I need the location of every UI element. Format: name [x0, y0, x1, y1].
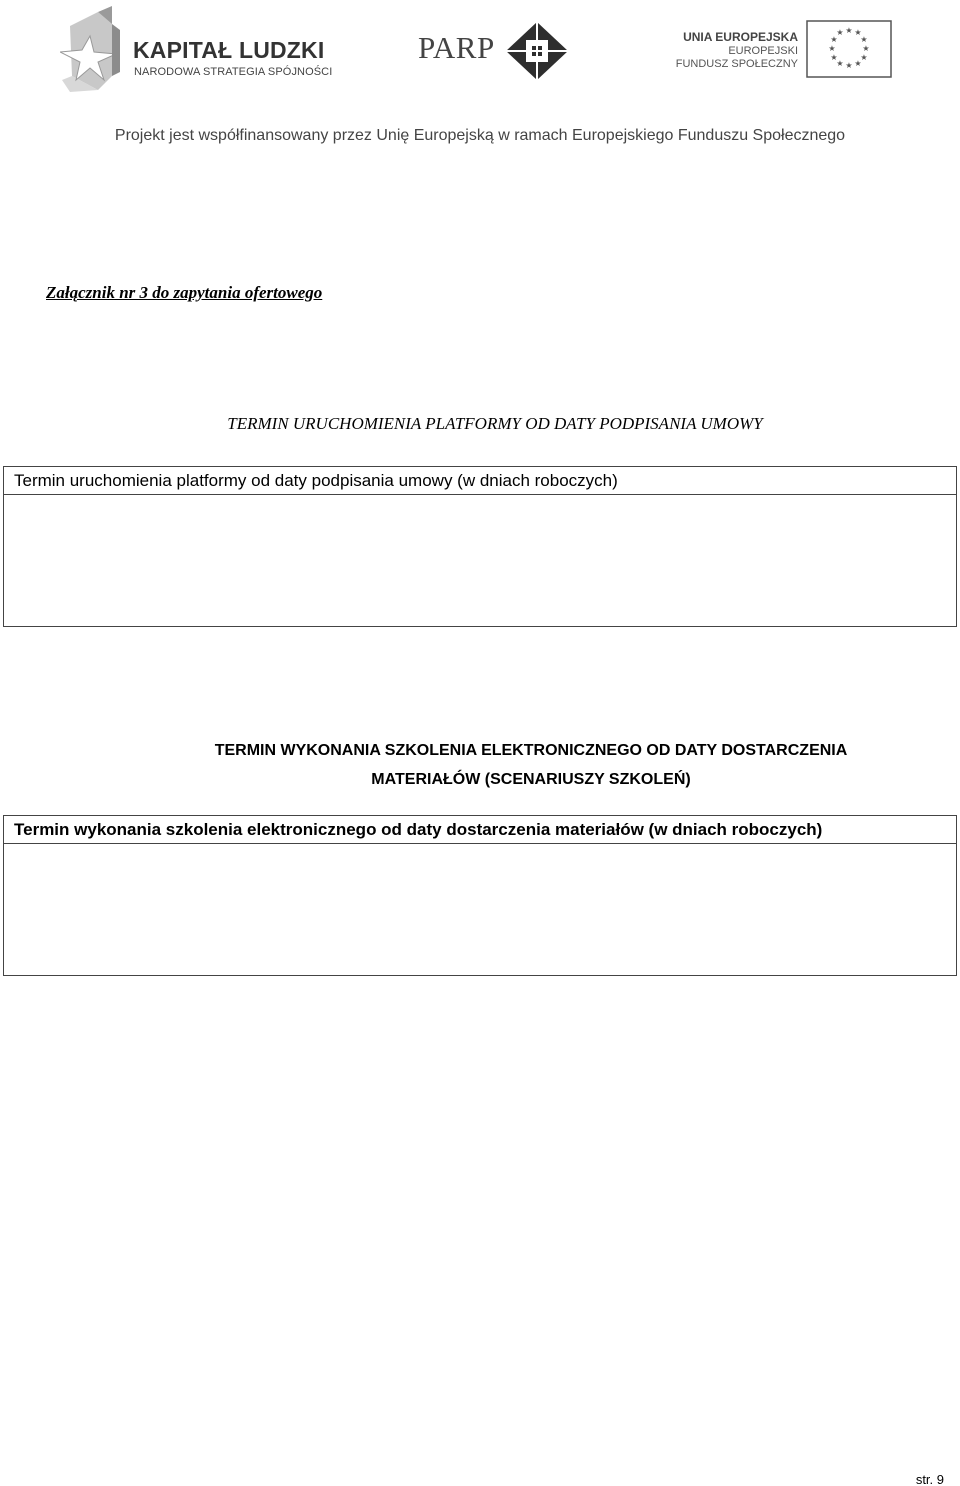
- svg-text:★: ★: [836, 28, 844, 37]
- svg-text:★: ★: [854, 59, 862, 68]
- eu-label: UNIA EUROPEJSKA: [683, 30, 798, 44]
- parp-logo: [418, 18, 574, 82]
- kapital-ludzki-title: KAPITAŁ LUDZKI: [133, 37, 325, 63]
- eu-efs-logo: [675, 20, 894, 80]
- svg-text:★: ★: [845, 26, 853, 35]
- training-completion-table-header: Termin wykonania szkolenia elektronicznego od daty dostarczenia materiałów (w dniach roboczych): [4, 816, 956, 844]
- cofinancing-statement: Projekt jest współfinansowany przez Unię Europejską w ramach Europejskiego Funduszu Społecznego: [114, 127, 846, 144]
- svg-text:★: ★: [854, 28, 862, 37]
- section-heading-platform-launch: TERMIN URUCHOMIENIA PLATFORMY OD DATY PODPISANIA UMOWY: [227, 414, 763, 433]
- training-completion-table: [3, 815, 957, 976]
- kapital-ludzki-logo: [60, 6, 332, 96]
- attachment-title: Załącznik nr 3 do zapytania ofertowego: [46, 283, 323, 302]
- svg-text:★: ★: [860, 53, 868, 62]
- platform-launch-table: [3, 466, 957, 627]
- kapital-ludzki-emblem-icon: [60, 6, 130, 96]
- kapital-ludzki-subtitle: NARODOWA STRATEGIA SPÓJNOŚCI: [134, 66, 333, 78]
- svg-text:★: ★: [862, 44, 870, 53]
- svg-text:★: ★: [836, 59, 844, 68]
- svg-text:★: ★: [828, 44, 836, 53]
- svg-text:★: ★: [830, 35, 838, 44]
- svg-text:★: ★: [830, 53, 838, 62]
- svg-text:★: ★: [860, 35, 868, 44]
- parp-name: PARP: [418, 30, 495, 65]
- training-completion-value-cell[interactable]: [4, 844, 956, 975]
- eu-flag-icon: [806, 20, 892, 78]
- svg-text:★: ★: [845, 61, 853, 70]
- platform-launch-table-header: Termin uruchomienia platformy od daty podpisania umowy (w dniach roboczych): [4, 467, 956, 495]
- section-heading-training-completion: [0, 736, 960, 794]
- parp-arrows-icon: [504, 20, 570, 82]
- platform-launch-value-cell[interactable]: [4, 495, 956, 626]
- eu-fund-label-2: FUNDUSZ SPOŁECZNY: [675, 58, 798, 70]
- section-heading-line-1: TERMIN WYKONANIA SZKOLENIA ELEKTRONICZNEGO OD DATY DOSTARCZENIA: [214, 742, 848, 759]
- section-heading-line-2: MATERIAŁÓW (SCENARIUSZY SZKOLEŃ): [371, 771, 691, 788]
- page-number: str. 9: [915, 1472, 944, 1486]
- eu-fund-label-1: EUROPEJSKI: [728, 45, 798, 57]
